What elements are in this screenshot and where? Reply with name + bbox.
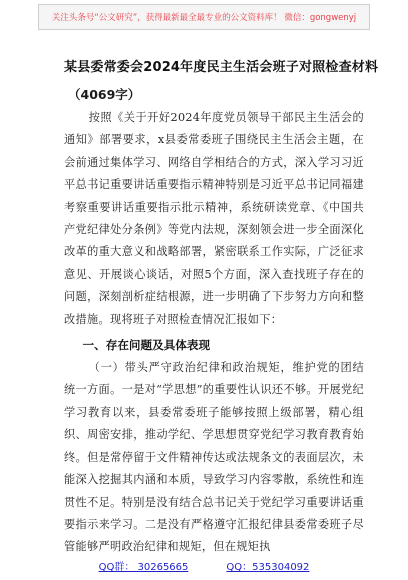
- intro-paragraph: 按照《关于开好2024年度党员领导干部民主生活会的通知》部署要求，x县委常委班子围绕民主生活会主题，在会前通过集体学习、网络自学相结合的方式，深入学习习近平总书记重要讲话重要指示精神特别是习近平总书记同福建考察重要讲话重要指示批示精神，系统研读党章、《中国共产党纪律处分条例》等党内法规，深刻领会进一步全面深化改革的重大意义和战略部署，紧密联系工作实际，广泛征求意见、开展谈心谈话，对照5个方面，深入查找班子存在的问题，深刻剖析症结根源，进一步明确了下步努力方向和整改措施。现将班子对照检查情况汇报如下：: [64, 111, 364, 326]
- promo-banner: [38, 4, 370, 30]
- section-paragraph: （一）带头严守政治纪律和政治规矩，维护党的团结统一方面。一是对“学思想”的重要性认识还不够。开展党纪学习教育以来，县委常委班子能够按照上级部署，精心组织、周密安排，推动学纪、学思想贯穿党纪学习教育教育始终。但是常停留于文件精神传达或法规条文的表面层次，未能深入挖掘其内涵和本质，导致学习内容零散，系统性和连贯性不足。特别是没有结合总书记关于党纪学习重要讲话重要指示来学习。二是没有严格遵守汇报纪律县委常委班子尽管能够严明政治纪律和规矩，但在规矩执: [64, 361, 364, 554]
- section-heading: 一、存在问题及具体表现: [82, 338, 211, 353]
- qq-contact-link[interactable]: QQ：535304092: [226, 562, 310, 573]
- document-title: 某县委常委会2024年度民主生活会班子对照检查材料: [64, 60, 379, 75]
- page-footer: [0, 558, 408, 574]
- qq-group-link[interactable]: QQ群： 30265665: [98, 562, 189, 573]
- document-body: [64, 56, 379, 559]
- promo-banner-text: 关注头条号“公文研究”，获得最新最全最专业的公文资料库！ 微信：gongwenyj: [51, 13, 357, 23]
- word-count: （4069字）: [68, 87, 141, 102]
